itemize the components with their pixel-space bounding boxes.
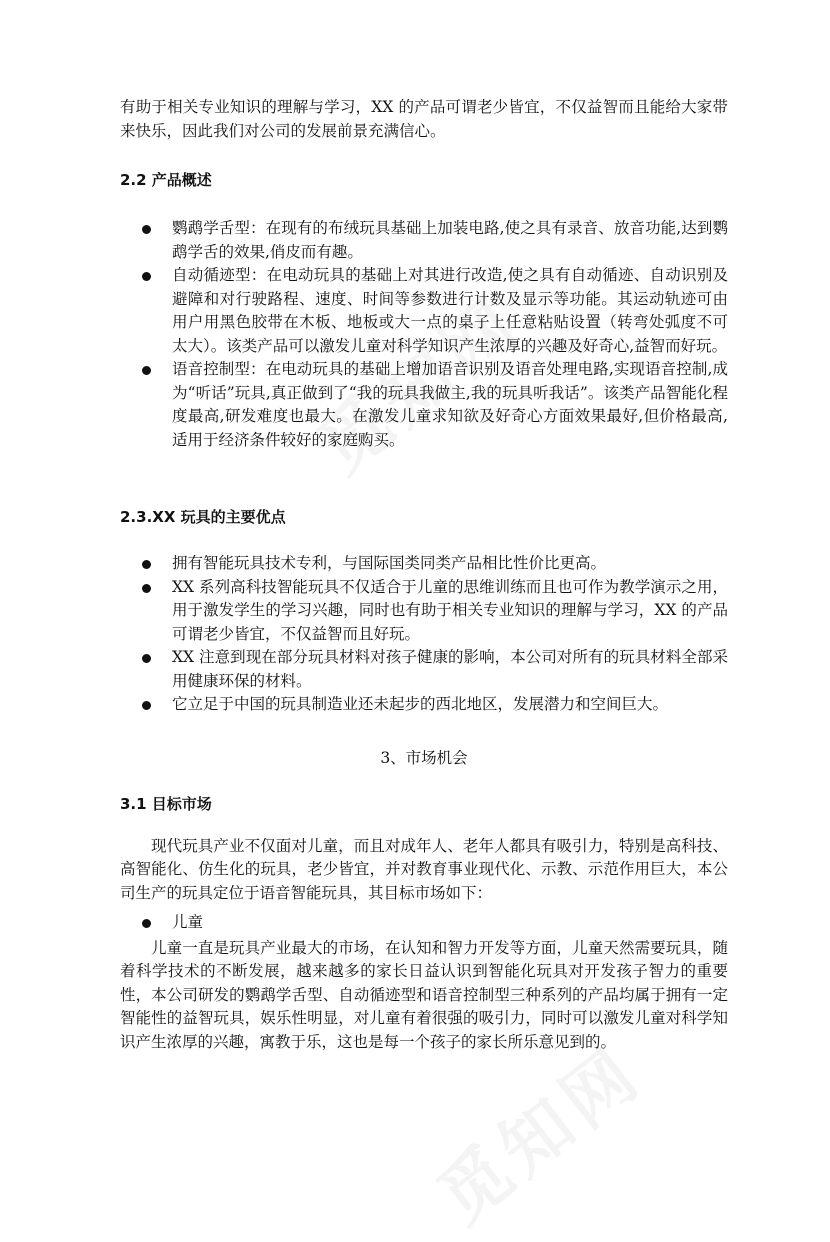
bullet-icon <box>142 701 151 710</box>
bullet-icon <box>142 654 151 663</box>
document-content <box>120 96 728 1054</box>
list-item <box>172 911 728 935</box>
list-item-text: 它立足于中国的玩具制造业还未起步的西北地区，发展潜力和空间巨大。 <box>172 695 669 713</box>
list-item <box>172 693 728 717</box>
list-item-text: XX 注意到现在部分玩具材料对孩子健康的影响，本公司对所有的玩具材料全部采用健康环保的材料。 <box>172 648 728 690</box>
list-item-text: 自动循迹型：在电动玩具的基础上对其进行改造,使之具有自动循迹、自动识别及避障和对行驶路程、速度、时间等参数进行计数及显示等功能。其运动轨迹可由用户用黑色胶带在木板、地板或大一点的桌子上任意粘贴设置（转弯处弧度不可太大）。该类产品可以激发儿童对科学知识产生浓厚的兴趣及好奇心,益智而好玩。 <box>172 266 728 355</box>
section-heading-2-2: 2.2 产品概述 <box>120 171 212 189</box>
intro-paragraph: 有助于相关专业知识的理解与学习，XX 的产品可谓老少皆宜，不仅益智而且能给大家带来快乐，因此我们对公司的发展前景充满信心。 <box>120 98 728 140</box>
list-item <box>172 264 728 358</box>
list-item-text: 儿童 <box>172 913 204 931</box>
list-item <box>172 646 728 693</box>
list-item-text: 拥有智能玩具技术专利，与国际国类同类产品相比性价比更高。 <box>172 554 607 572</box>
list-item <box>172 217 728 264</box>
list-item <box>172 552 728 576</box>
list-item-text: 语音控制型：在电动玩具的基础上增加语音识别及语音处理电路,实现语音控制,成为“听话”玩具,真正做到了“我的玩具我做主,我的玩具听我话”。该类产品智能化程度最高,研发难度也最大。在激发儿童求知欲及好奇心方面效果最好,但价格最高,适用于经济条件较好的家庭购买。 <box>172 360 728 449</box>
target-market-list <box>120 911 728 935</box>
bullet-icon <box>142 584 151 593</box>
list-item-text: XX 系列高科技智能玩具不仅适合于儿童的思维训练而且也可作为教学演示之用，用于激发学生的学习兴趣，同时也有助于相关专业知识的理解与学习，XX 的产品可谓老少皆宜，不仅益智而且好玩。 <box>172 577 728 643</box>
section-title-3: 3、市场机会 <box>380 748 468 767</box>
bullet-icon <box>142 225 151 234</box>
section-heading-2-3: 2.3.XX 玩具的主要优点 <box>120 508 286 526</box>
list-item <box>172 358 728 452</box>
bullet-icon <box>142 919 151 928</box>
product-overview-list <box>120 217 728 452</box>
bullet-icon <box>142 366 151 375</box>
section-heading-3-1: 3.1 目标市场 <box>120 794 212 813</box>
list-item-text: 鹦鹉学舌型：在现有的布绒玩具基础上加装电路,使之具有录音、放音功能,达到鹦鹉学舌的效果,俏皮而有趣。 <box>172 219 728 261</box>
children-market-paragraph: 儿童一直是玩具产业最大的市场，在认知和智力开发等方面，儿童天然需要玩具，随着科学技术的不断发展，越来越多的家长日益认识到智能化玩具对开发孩子智力的重要性，本公司研发的鹦鹉学舌型、自动循迹型和语音控制型三种系列的产品均属于拥有一定智能性的益智玩具，娱乐性明显，对儿童有着很强的吸引力，同时可以激发儿童对科学知识产生浓厚的兴趣，寓教于乐，这也是每一个孩子的家长所乐意见到的。 <box>120 938 728 1051</box>
bullet-icon <box>142 272 151 281</box>
bullet-icon <box>142 560 151 569</box>
advantages-list <box>120 552 728 717</box>
target-market-paragraph: 现代玩具产业不仅面对儿童，而且对成年人、老年人都具有吸引力，特别是高科技、高智能化、仿生化的玩具，老少皆宜，并对教育事业现代化、示教、示范作用巨大，本公司生产的玩具定位于语音智能玩具，其目标市场如下： <box>120 836 728 902</box>
list-item <box>172 576 728 647</box>
